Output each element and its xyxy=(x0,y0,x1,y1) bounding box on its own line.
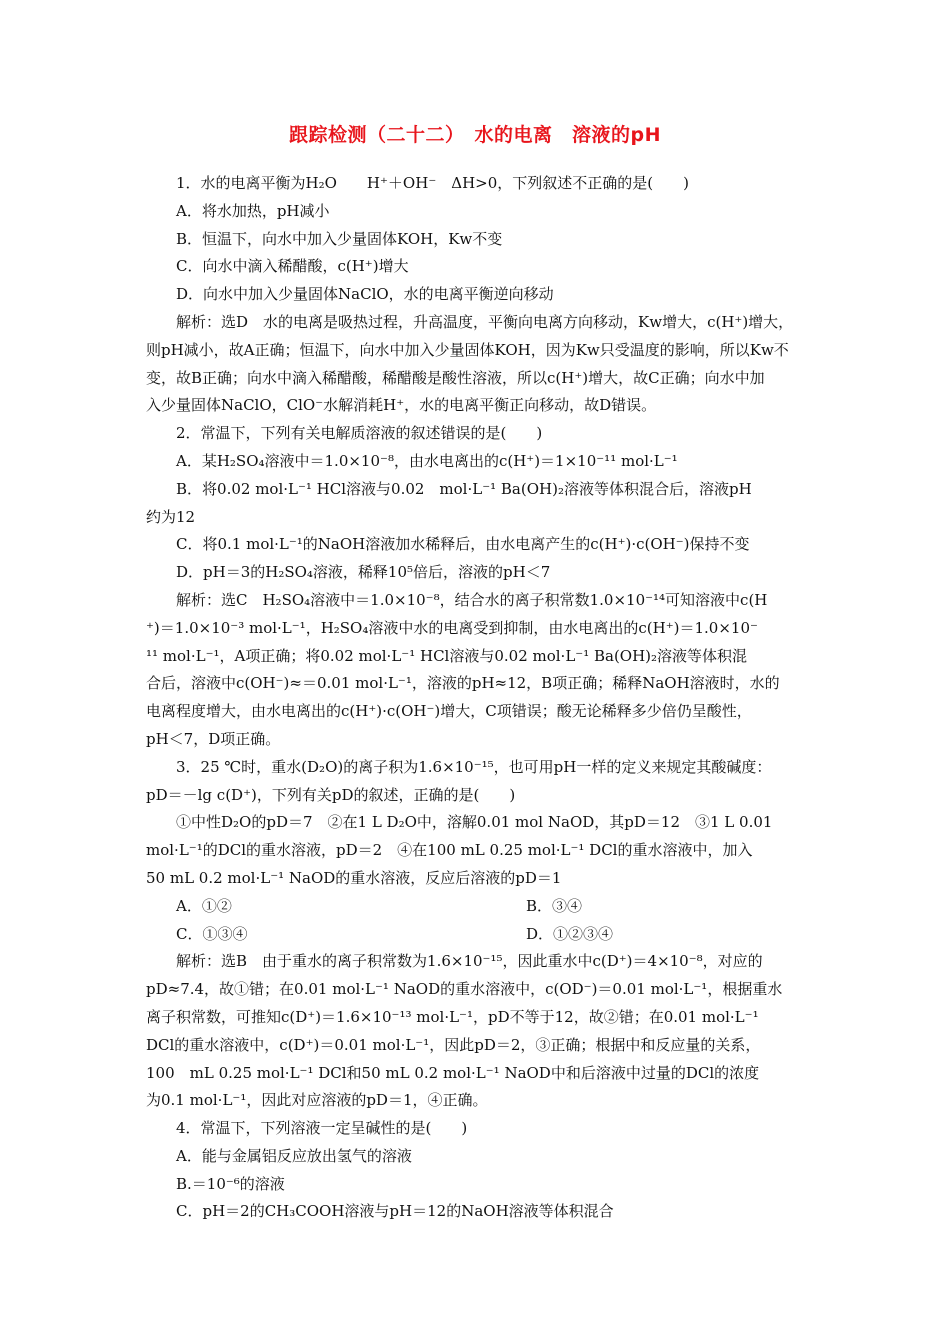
text-line: 为0.1 mol·L⁻¹，因此对应溶液的pD＝1，④正确。 xyxy=(146,1091,488,1110)
text-line: pD≈7.4，故①错；在0.01 mol·L⁻¹ NaOD的重水溶液中，c(OD⁻)＝0.01 mol·L⁻¹，根据重水 xyxy=(146,980,783,999)
text-line: ⁺)＝1.0×10⁻³ mol·L⁻¹，H₂SO₄溶液中水的电离受到抑制，由水电离出的c(H⁺)＝1.0×10⁻ xyxy=(146,618,758,637)
text-line: 解析：选B 由于重水的离子积常数为1.6×10⁻¹⁵，因此重水中c(D⁺)＝4×10⁻⁸，对应的 xyxy=(176,952,763,971)
option-row xyxy=(146,921,812,949)
document-body xyxy=(146,170,812,1226)
text-line: D．pH＝3的H₂SO₄溶液，稀释10⁵倍后，溶液的pH＜7 xyxy=(176,563,551,582)
text-line: A．将水加热，pH减小 xyxy=(176,201,330,220)
text-line: 100 mL 0.25 mol·L⁻¹ DCl和50 mL 0.2 mol·L⁻¹ NaOD中和后溶液中过量的DCl的浓度 xyxy=(146,1063,760,1082)
text-line: 解析：选C H₂SO₄溶液中＝1.0×10⁻⁸，结合水的离子积常数1.0×10⁻¹⁴可知溶液中c(H xyxy=(176,590,768,609)
text-line: B．将0.02 mol·L⁻¹ HCl溶液与0.02 mol·L⁻¹ Ba(OH)₂溶液等体积混合后，溶液pH xyxy=(176,479,752,498)
option-left: A．①② xyxy=(176,896,232,915)
text-line: C．将0.1 mol·L⁻¹的NaOH溶液加水稀释后，由水电离产生的c(H⁺)·c(OH⁻)保持不变 xyxy=(176,535,750,554)
option-right: B．③④ xyxy=(526,896,583,915)
text-line: ¹¹ mol·L⁻¹，A项正确；将0.02 mol·L⁻¹ HCl溶液与0.02 mol·L⁻¹ Ba(OH)₂溶液等体积混 xyxy=(146,646,748,665)
text-line: 50 mL 0.2 mol·L⁻¹ NaOD的重水溶液，反应后溶液的pD＝1 xyxy=(146,868,562,887)
text-line: A．能与金属铝反应放出氢气的溶液 xyxy=(176,1146,412,1165)
option-right: D．①②③④ xyxy=(526,924,614,943)
text-line: 3．25 ℃时，重水(D₂O)的离子积为1.6×10⁻¹⁵，也可用pH一样的定义来规定其酸碱度： xyxy=(176,757,772,776)
text-line: A．某H₂SO₄溶液中＝1.0×10⁻⁸，由水电离出的c(H⁺)＝1×10⁻¹¹ mol·L⁻¹ xyxy=(176,451,678,470)
text-line: 离子积常数，可推知c(D⁺)＝1.6×10⁻¹³ mol·L⁻¹，pD不等于12，故②错；在0.01 mol·L⁻¹ xyxy=(146,1007,759,1026)
text-line: 约为12 xyxy=(146,507,196,526)
text-line: 入少量固体NaClO，ClO⁻水解消耗H⁺，水的电离平衡正向移动，故D错误。 xyxy=(146,396,657,415)
option-left: C．①③④ xyxy=(176,924,248,943)
text-line: 合后，溶液中c(OH⁻)≈＝0.01 mol·L⁻¹，溶液的pH≈12，B项正确；稀释NaOH溶液时，水的 xyxy=(146,674,780,693)
text-line: ①中性D₂O的pD＝7 ②在1 L D₂O中，溶解0.01 mol NaOD，其pD＝12 ③1 L 0.01 xyxy=(176,813,773,832)
text-line: 则pH减小，故A正确；恒温下，向水中加入少量固体KOH，因为Kw只受温度的影响，所以Kw不 xyxy=(146,340,789,359)
option-row xyxy=(146,893,812,921)
text-line: pD＝－lg c(D⁺)，下列有关pD的叙述，正确的是( ) xyxy=(146,785,516,804)
text-line: 4．常温下，下列溶液一定呈碱性的是( ) xyxy=(176,1119,468,1138)
text-line: C．向水中滴入稀醋酸，c(H⁺)增大 xyxy=(176,257,409,276)
text-line: pH＜7，D项正确。 xyxy=(146,729,281,748)
text-line: B.＝10⁻⁶的溶液 xyxy=(176,1174,285,1193)
text-line: D．向水中加入少量固体NaClO，水的电离平衡逆向移动 xyxy=(176,285,554,304)
text-line: 解析：选D 水的电离是吸热过程，升高温度，平衡向电离方向移动，Kw增大，c(H⁺)增大， xyxy=(176,312,794,331)
text-line: 电离程度增大，由水电离出的c(H⁺)·c(OH⁻)增大，C项错误；酸无论稀释多少倍仍呈酸性， xyxy=(146,702,752,721)
text-line: DCl的重水溶液中，c(D⁺)＝0.01 mol·L⁻¹，因此pD＝2，③正确；根据中和反应量的关系， xyxy=(146,1035,761,1054)
text-line: mol·L⁻¹的DCl的重水溶液，pD＝2 ④在100 mL 0.25 mol·L⁻¹ DCl的重水溶液中，加入 xyxy=(146,841,753,860)
text-line: C．pH＝2的CH₃COOH溶液与pH＝12的NaOH溶液等体积混合 xyxy=(176,1202,614,1221)
text-line: 2．常温下，下列有关电解质溶液的叙述错误的是( ) xyxy=(176,424,543,443)
text-line: 1．水的电离平衡为H₂O H⁺＋OH⁻ ΔH>0，下列叙述不正确的是( ) xyxy=(176,174,689,192)
text-line: B．恒温下，向水中加入少量固体KOH，Kw不变 xyxy=(176,229,503,248)
text-line: 变，故B正确；向水中滴入稀醋酸，稀醋酸是酸性溶液，所以c(H⁺)增大，故C正确；向水中加 xyxy=(146,368,765,387)
document-title: 跟踪检测（二十二） 水的电离 溶液的pH xyxy=(288,124,661,146)
